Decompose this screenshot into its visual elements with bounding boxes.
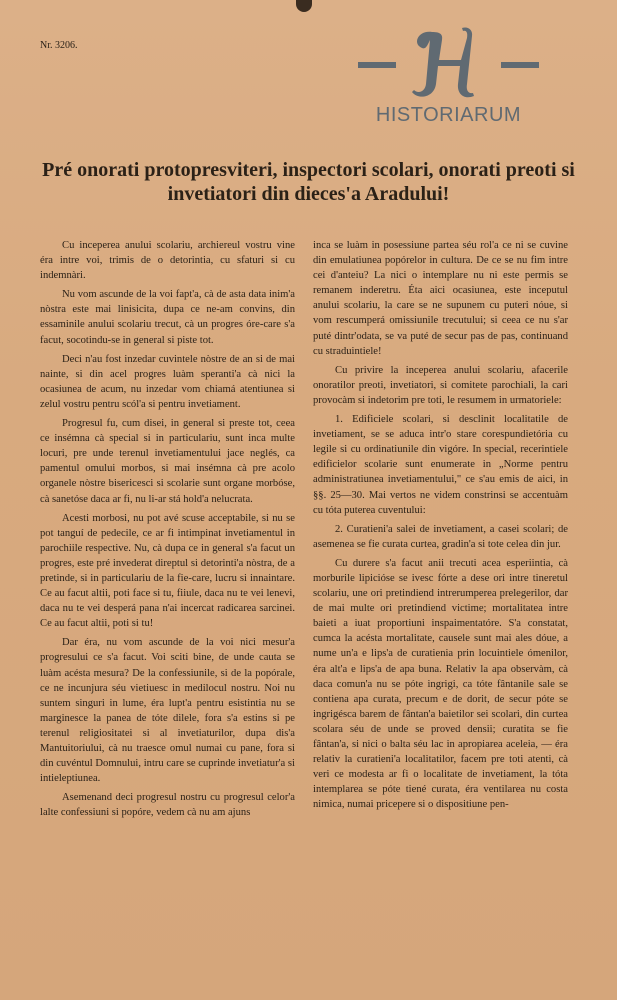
brand-logo [356,22,541,132]
historiarum-h-logo-icon [356,22,541,104]
binding-hole [296,0,312,12]
paragraph: Cu inceperea anului scolariu, archiereul vostru vine éra intre voi, trimis de o detorintia, cu sfaturi si cu indemnàri. [40,240,295,282]
paragraph: Cu privire la inceperea anului scolariu, afacerile onoratilor preoti, invetiatori, si comitete parochiali, la cari provocàm si indetorim pre toti, le resumem in urmatoriele: [313,364,568,406]
paragraph: Acesti morbosi, nu pot avé scuse acceptabile, si nu se pot tanguí de pedecile, ce ar fi intimpinat invetiamentul in parochiile respective. Nu, cà dupa ce in general s'a facut un progres, este pré invederat direptul si detorinti'a nòstra, de a pretinde, si in particulariu de la fie-care, lucru si innaintare. Ce au facut altii, poti face si tu, fiiule, daca nu te vei lenevi, daca nu te vei desperá pana n'ai incercat radicarea sarcinei. Ce au facut altii, poti si tu! [40,512,295,630]
left-column [40,238,295,824]
document-number: Nr. 3206. [40,40,78,51]
paragraph: Dar éra, nu vom ascunde de la voi nici mesur'a progresului ce s'a facut. Voi sciti bine, de unde cauta se luàm acésta mesura? De la confessiunile, si de la popórale, ce ne incunjura séu vietiuesc in medilocul nostru. Noi nu suntem singuri in lume, éra lupt'a pentru esistintia nu se marginesce la panea de tóte dilele, fora s'a estins si pe terenul religiositatei si al invetiaturilor, dupa dis'a Mantuitoriului, cà nu traesce omul numai cu pane, fora si din cuvéntul Domnului, intru care se cuprinde invetiatur'a si intieleptiunea. [40,637,295,785]
brand-name: HISTORIARUM [375,104,522,126]
paragraph: Progresul fu, cum disei, in general si preste tot, ceea ce insémna cà special si in particulariu, sunt inca multe locuri, pre unde terenul invetiamentului jace neglés, ca pamentul omului morbos, si mai insémna cà pre acolo organele nòstre bisericesci si scolarie sunt organe morbóse, cà sanetóse daca ar fi, nu li-ar stá hold'a nelucrata. [40,418,295,505]
list-item: 1. Edificiele scolari, si desclinit localitatile de invetiament, se se aduca intr'o stare corespundietória cu legile si cu ordinatiunile din vigóre. In special, recerintiele edificielor scolarie sunt enumerate in „Norme pentru administratiunea invetiamentului," ce s'au emis de aici, in §§. 25—30. Mai vertos ne videm constrinsi se accentuàm cu tóta puterea cuventului: [313,414,568,516]
page-title: Pré onorati protopresviteri, inspectori scolari, onorati preoti si invetiatori din dieces'a Aradului! [42,159,575,205]
list-item: 2. Curatieni'a salei de invetiament, a casei scolari; de asemenea se fie curata curtea, gradin'a si tote celea din jur. [313,523,568,550]
right-column [313,238,568,816]
paragraph: inca se luàm in posessiune partea séu rol'a ce ni se cuvine din emulatiunea popórelor in cultura. De ce se nu fim intre cei d'anteiu? La nici o intemplare nu ni este permis se remanem inderetru. Éta aici ocasiunea, este inceputul anului scolariu, la care se ne supunem cu puteri nóue, si vom rescumperá omissiunile trecutului; si ceea ce nu s'ar puté dintr'odata, se va puté de secur pas de pas, continuand cu straduintiele! [313,240,568,357]
paragraph: Nu vom ascunde de la voi fapt'a, cà de asta data inim'a nòstra este mai linisicita, dupa ce ne-am convins, din essaminile anului scolariu trecut, cà un progres óre-care s'a facut, socotindu-se in general si piste tot. [40,289,295,346]
paragraph: Cu durere s'a facut anii trecuti acea esperiintia, cà morburile lipicióse se ivesc fórte a dese ori intre tineretul scolariu, une ori pretindiend intrerumperea prelegerilor, dar de mai multe ori pretindiend victime; mortalitatea intre baieti a iuat proportiuni inspaimentatóre. S'a constatat, cumca la acésta mortalitate, causele sunt mai ales dóue, a nume un'a e lips'a de curatienia prin locuintiele ómenilor, éra alt'a e lips'a de apa buna. Relativ la apa observàm, cà daca comun'a nu se póte ingrigi, ca tóte fântanile sale se contiena apa curata, precum e de dorit, de secur póte se ingrigésca barem de fântan'a baietilor sei scolari, din curtea scolara séu de unde se proved densii; curatita se fie fântan'a, si nici o balta séu lac in apropiarea aceleia, — éra relativ la curatieni'a localitatilor, facem pre toti atenti, cà veri ce modesta ar fi o localitate de invetiament, la tóta intemplarea se póte tiené curata, éra ventilarea nu costa nimica, numai pricepere si o dispositiune pen- [313,557,568,811]
paragraph: Deci n'au fost inzedar cuvintele nòstre de an si de mai nainte, si din acel progres luàm speranti'a cà nici la ocasiunea de acum, nu inzedar vom chiamá atentiunea si zelul vostru pentru scól'a si pentru invetiament. [40,353,295,410]
paragraph: Asemenand deci progresul nostru cu progresul celor'a lalte confessiuni si popóre, vedem cà nu am ajuns [40,792,295,819]
